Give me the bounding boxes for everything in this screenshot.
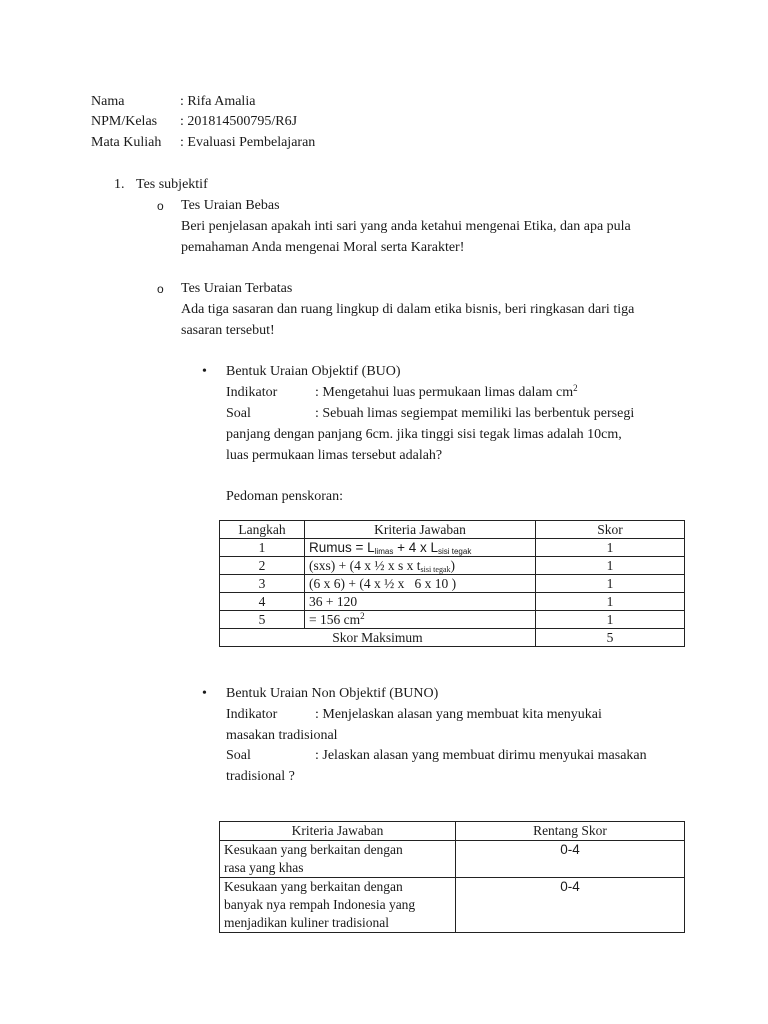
subitem-text-terbatas-line2: sasaran tersebut! [181,323,275,338]
identity-label-nama: Nama [91,94,125,109]
criteria-line: banyak nya rempah Indonesia yang [224,897,416,912]
criteria-cell: (6 x 6) + (4 x ½ x 6 x 10 ) [305,575,536,593]
criteria-cell [220,841,456,878]
sub-bullet-1: o [157,199,164,213]
buno-soal-label: Soal [226,748,251,763]
identity-value-nama: : Rifa Amalia [180,94,256,109]
buno-bullet: • [202,686,207,701]
criteria-cell: 36 + 120 [305,593,536,611]
score-cell: 1 [536,557,685,575]
col-header-skor: Skor [536,521,685,539]
subitem-text-bebas-line1: Beri penjelasan apakah inti sari yang anda ketahui mengenai Etika, dan apa pula [181,219,631,234]
buno-soal-line1: : Jelaskan alasan yang membuat dirimu menyukai masakan [315,748,647,763]
subitem-title-bebas: Tes Uraian Bebas [181,198,280,213]
range-cell: 0-4 [456,878,685,933]
table-row [220,539,685,557]
score-cell: 1 [536,593,685,611]
section-number: 1. [114,177,125,192]
table-header-row [220,822,685,841]
score-cell: 1 [536,611,685,629]
buno-indikator-line2: masakan tradisional [226,728,338,743]
step-cell: 1 [220,539,305,557]
scoring-table-buo [219,520,685,647]
table-row [220,593,685,611]
sub-bullet-2: o [157,282,164,296]
col-header-kriteria: Kriteria Jawaban [305,521,536,539]
pedoman-heading: Pedoman penskoran: [226,489,344,504]
step-cell: 5 [220,611,305,629]
buo-soal-line3: luas permukaan limas tersebut adalah? [226,448,443,463]
step-cell: 4 [220,593,305,611]
rubric-table-buno [219,821,685,933]
table-total-row [220,629,685,647]
col-header-rentang: Rentang Skor [456,822,685,841]
identity-value-matkul: : Evaluasi Pembelajaran [180,135,316,150]
table-row [220,841,685,878]
step-cell: 3 [220,575,305,593]
subitem-title-terbatas: Tes Uraian Terbatas [181,281,293,296]
criteria-cell [220,878,456,933]
identity-label-npm: NPM/Kelas [91,114,158,129]
buo-indikator-superscript: 2 [573,383,578,393]
criteria-line: Kesukaan yang berkaitan dengan [224,842,403,857]
section-title: Tes subjektif [136,177,208,192]
criteria-line: Kesukaan yang berkaitan dengan [224,879,403,894]
table-row [220,575,685,593]
buo-title: Bentuk Uraian Objektif (BUO) [226,364,401,379]
col-header-langkah: Langkah [220,521,305,539]
table-row [220,611,685,629]
buo-soal-line1: : Sebuah limas segiempat memiliki las berbentuk persegi [315,406,635,421]
step-cell: 2 [220,557,305,575]
subitem-text-terbatas-line1: Ada tiga sasaran dan ruang lingkup di dalam etika bisnis, beri ringkasan dari tiga [181,302,635,317]
buo-bullet: • [202,364,207,379]
criteria-line: rasa yang khas [224,860,304,875]
range-cell: 0-4 [456,841,685,878]
col-header-kriteria: Kriteria Jawaban [220,822,456,841]
table-header-row [220,521,685,539]
buo-soal-line2: panjang dengan panjang 6cm. jika tinggi sisi tegak limas adalah 10cm, [226,427,622,442]
buno-indikator-line1: : Menjelaskan alasan yang membuat kita menyukai [315,707,602,722]
identity-label-matkul: Mata Kuliah [91,135,162,150]
buno-indikator-label: Indikator [226,707,278,722]
criteria-cell: (sxs) + (4 x ½ x s x $t_{sisi tegak}$) [305,557,536,575]
identity-value-npm: : 201814500795/R6J [180,114,298,129]
buno-title: Bentuk Uraian Non Objektif (BUNO) [226,686,439,701]
criteria-cell: = 156 $cm^2$ [305,611,536,629]
total-label-cell: Skor Maksimum [220,629,536,647]
buo-indikator-text: : Mengetahui luas permukaan limas dalam $cm^2$ [315,383,578,400]
buo-soal-label: Soal [226,406,251,421]
total-value-cell: 5 [536,629,685,647]
subitem-text-bebas-line2: pemahaman Anda mengenai Moral serta Karakter! [181,240,465,255]
criteria-line: menjadikan kuliner tradisional [224,915,389,930]
score-cell: 1 [536,575,685,593]
criteria-cell: Rumus = $L_{limas} + 4$ x $L_{sisi tegak}$ [305,539,536,557]
buno-soal-line2: tradisional ? [226,769,295,784]
table-row [220,878,685,933]
score-cell: 1 [536,539,685,557]
table-row [220,557,685,575]
buo-indikator-label: Indikator [226,385,278,400]
